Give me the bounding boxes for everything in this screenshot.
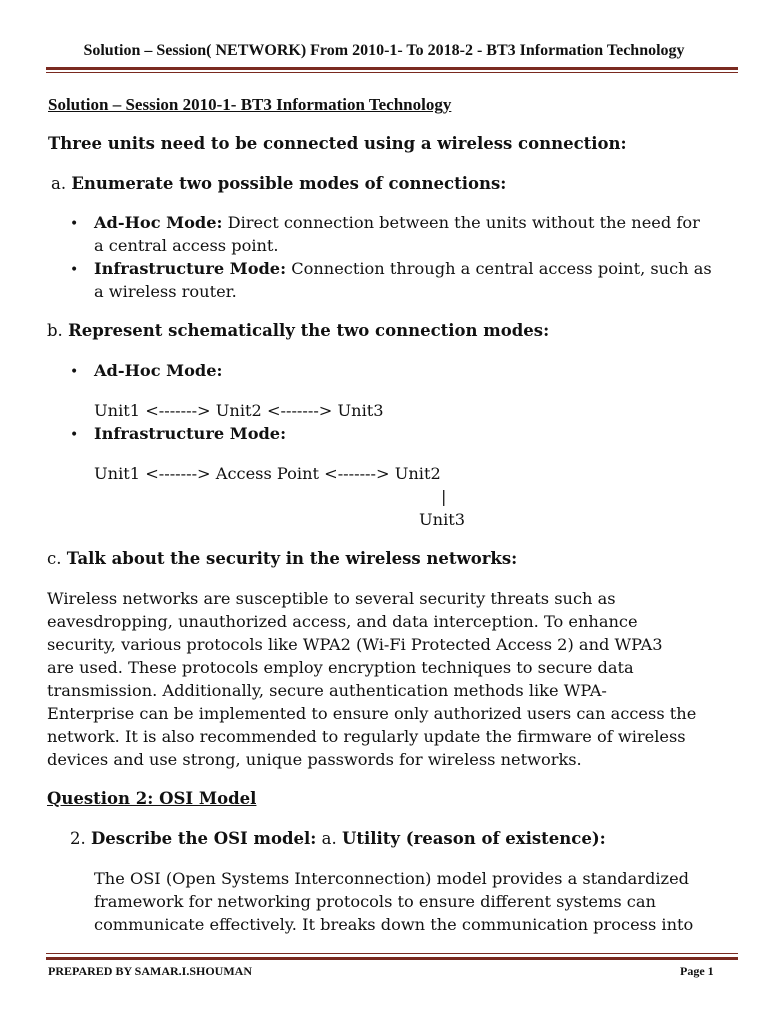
session-title: Solution – Session 2010-1- BT3 Information Technology [48,95,452,114]
part-a-heading [51,174,506,193]
osi-item-sub-heading: Utility (reason of existence): [341,829,606,848]
bullet-icon: • [70,216,79,232]
header-title: Solution – Session( NETWORK) From 2010-1- To 2018-2 - BT3 Information Technology [83,42,685,59]
bullet-icon: • [70,364,79,380]
question2-title: Question 2: OSI Model [47,789,257,808]
part-b-heading-text: Represent schematically the two connection modes: [68,321,550,340]
bullet-infra-term: Infrastructure Mode: [94,259,287,278]
part-b-label: b. [47,321,63,340]
infra-connector: | [441,487,447,506]
security-paragraph-line: transmission. Additionally, secure authentication methods like WPA- [47,681,607,700]
bullet-infra-desc: Connection through a central access point, such as [291,259,712,278]
bullet-icon: • [70,262,79,278]
infra-schema: Unit1 <-------> Access Point <-------> Unit2 [94,464,441,483]
part-c-label: c. [47,549,62,568]
question1-intro: Three units need to be connected using a wireless connection: [48,134,627,153]
bullet-adhoc-term: Ad-Hoc Mode: [94,213,223,232]
security-paragraph-line: devices and use strong, unique passwords for wireless networks. [47,750,582,769]
footer-rule-thick [46,957,738,960]
header-rule-thick [46,67,738,70]
header-rule-thin [46,72,738,73]
part-a-label: a. [51,174,67,193]
bullet-adhoc-line1 [94,213,700,232]
security-paragraph-line: are used. These protocols employ encryption techniques to secure data [47,658,634,677]
osi-paragraph-line: framework for networking protocols to ensure different systems can [94,892,656,911]
osi-item-sub-label: a. [321,829,337,848]
bullet-infra-line1 [94,259,712,278]
osi-paragraph-line: The OSI (Open Systems Interconnection) model provides a standardized [94,869,690,888]
footer-rule-thin [46,953,738,954]
footer-prepared-by: PREPARED BY SAMAR.I.SHOUMAN [48,964,252,978]
bullet-adhoc-desc: Direct connection between the units without the need for [227,213,700,232]
part-c-heading-text: Talk about the security in the wireless networks: [66,549,518,568]
infra-unit3: Unit3 [419,510,466,529]
adhoc-term: Ad-Hoc Mode: [94,361,223,380]
infra-term: Infrastructure Mode: [94,424,287,443]
adhoc-schema: Unit1 <-------> Unit2 <-------> Unit3 [94,401,384,420]
osi-item-heading [70,829,606,848]
security-paragraph-line: Enterprise can be implemented to ensure only authorized users can access the [47,704,697,723]
security-paragraph-line: Wireless networks are susceptible to several security threats such as [47,589,616,608]
osi-paragraph-line: communicate effectively. It breaks down the communication process into [94,915,694,934]
bullet-infra-line2: a wireless router. [94,282,237,301]
security-paragraph-line: eavesdropping, unauthorized access, and data interception. To enhance [47,612,638,631]
bullet-adhoc-line2: a central access point. [94,236,279,255]
footer-page-number: Page 1 [680,964,714,978]
osi-item-heading-text: Describe the OSI model: [91,829,317,848]
part-a-heading-text: Enumerate two possible modes of connections: [71,174,507,193]
part-c-heading [47,549,517,568]
part-b-heading [47,321,549,340]
security-paragraph-line: security, various protocols like WPA2 (Wi-Fi Protected Access 2) and WPA3 [47,635,663,654]
bullet-icon: • [70,427,79,443]
security-paragraph-line: network. It is also recommended to regularly update the firmware of wireless [47,727,686,746]
osi-item-number: 2. [70,829,86,848]
